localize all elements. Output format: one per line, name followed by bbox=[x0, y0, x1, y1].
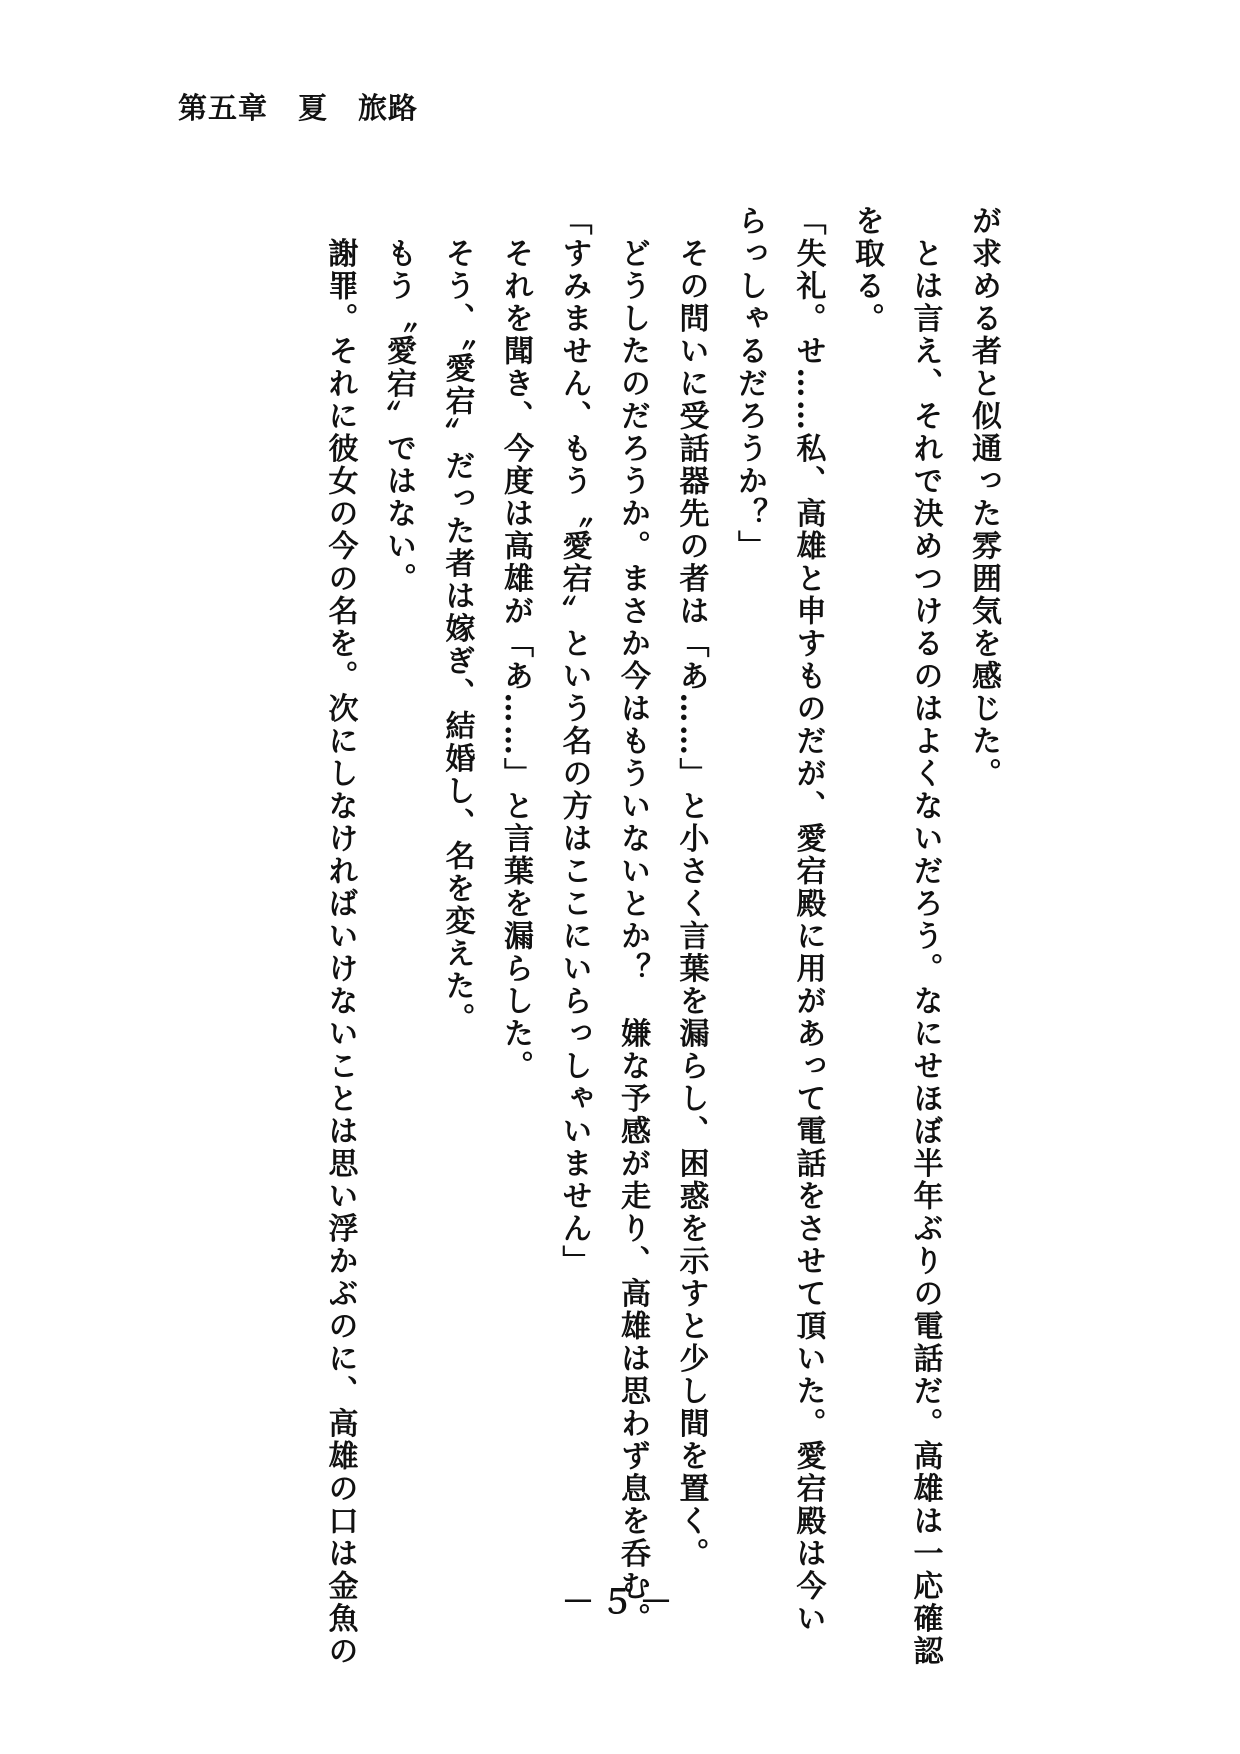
text-line: が求める者と似通った雰囲気を感じた。 bbox=[966, 205, 1001, 790]
text-line: その問いに受話器先の者は「あ……」と小さく言葉を漏らし、困惑を示すと少し間を置く。 bbox=[673, 205, 709, 1570]
text-line: そう、〝愛宕〟だった者は嫁ぎ、結婚し、名を変えた。 bbox=[439, 205, 475, 1035]
text-line: 「失礼。せ……私、高雄と申すものだが、愛宕殿に用があって電話をさせて頂いた。愛宕殿は今い bbox=[790, 205, 826, 1635]
text-line: を取る。 bbox=[849, 205, 884, 335]
text-line: もう〝愛宕〟ではない。 bbox=[381, 205, 416, 595]
text-line: 「すみません、もう〝愛宕〟という名の方はここにいらっしゃいません」 bbox=[556, 205, 592, 1278]
text-line: どうしたのだろうか。まさか今はもういないとか？ 嫌な予感が走り、高雄は思わず息を呑む。 bbox=[615, 205, 650, 1635]
body-text bbox=[310, 205, 1012, 1668]
text-line: とは言え、それで決めつけるのはよくないだろう。なにせほぼ半年ぶりの電話だ。高雄は一応確認 bbox=[907, 205, 943, 1668]
text-line: らっしゃるだろうか？」 bbox=[732, 205, 767, 563]
page-number: －５－ bbox=[561, 1582, 679, 1621]
chapter-header: 第五章 夏 旅路 bbox=[178, 91, 419, 125]
text-line: 謝罪。それに彼女の今の名を。次にしなければいけないことは思い浮かぶのに、高雄の口は金魚の bbox=[322, 205, 358, 1668]
text-line: それを聞き、今度は高雄が「あ……」と言葉を漏らした。 bbox=[498, 205, 533, 1083]
